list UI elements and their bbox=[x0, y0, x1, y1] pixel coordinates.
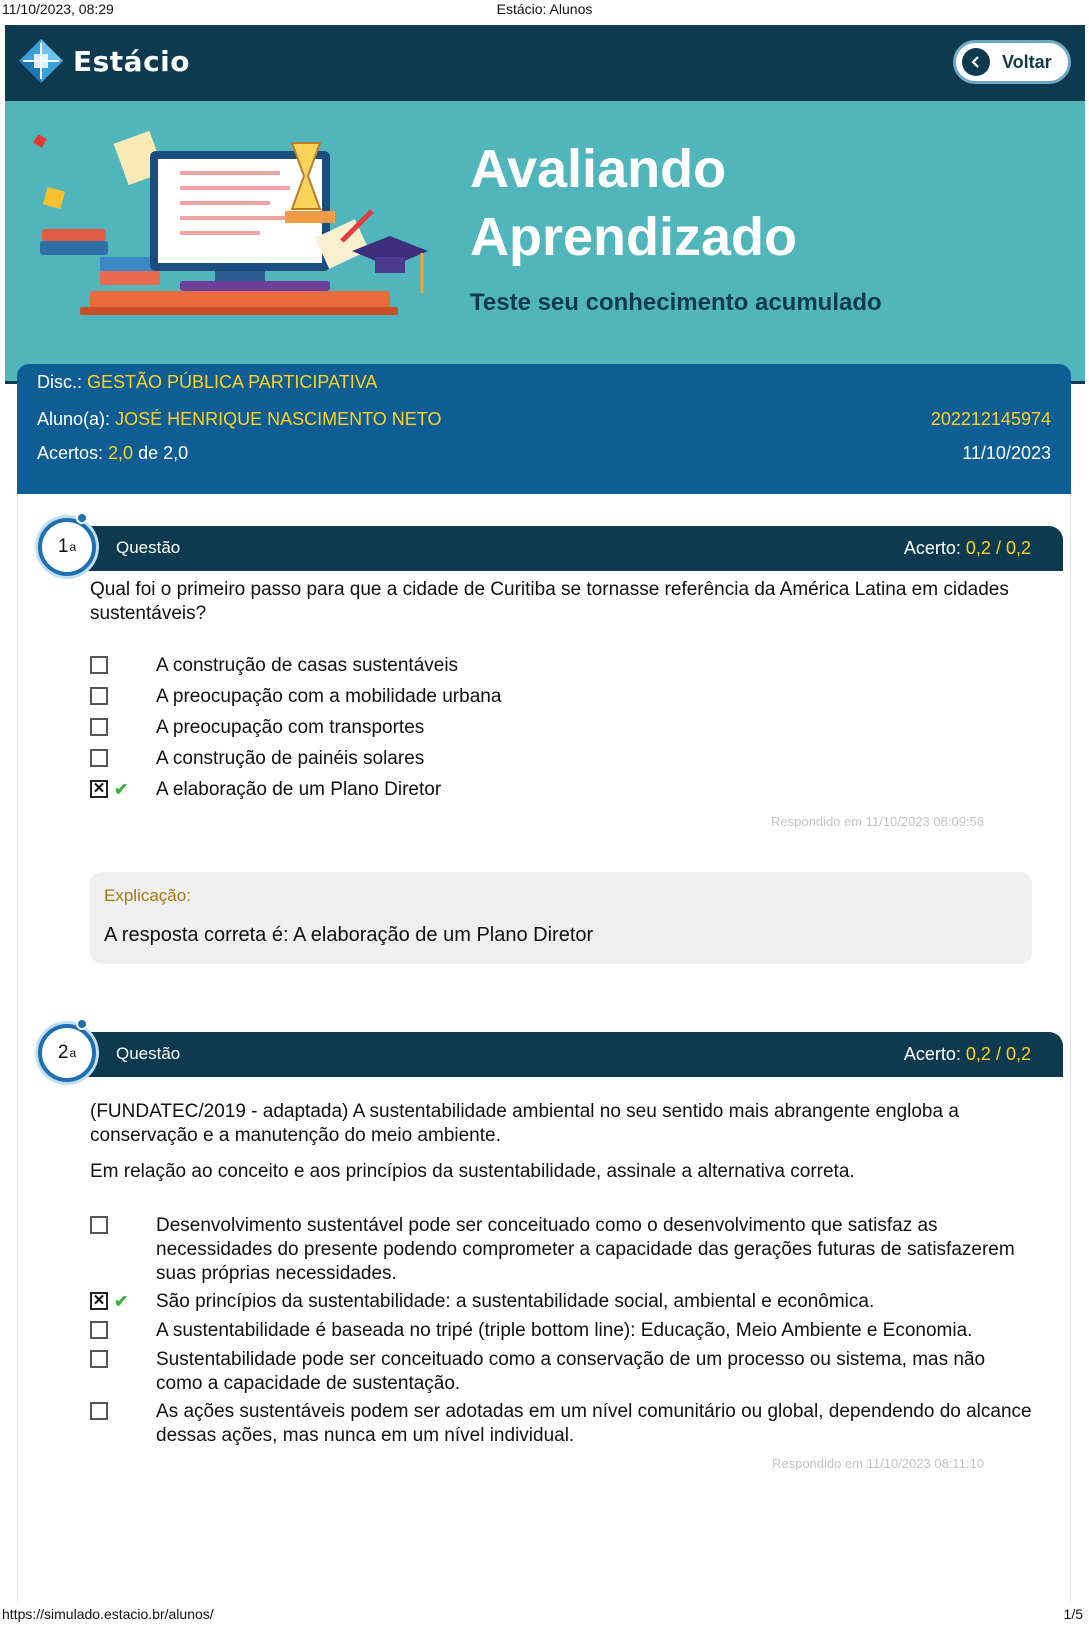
answer-option[interactable] bbox=[90, 1400, 1040, 1448]
back-button[interactable] bbox=[953, 40, 1071, 84]
question-number: 1 bbox=[57, 536, 69, 557]
answered-timestamp: Respondido em 11/10/2023 08:09:56 bbox=[771, 814, 984, 829]
hits-row bbox=[37, 443, 188, 464]
badge-dot-icon bbox=[76, 1018, 88, 1030]
answer-option[interactable] bbox=[90, 1348, 1040, 1396]
print-header bbox=[0, 0, 1089, 22]
hero-title-line1: Avaliando bbox=[470, 139, 727, 199]
option-checkbox[interactable] bbox=[90, 749, 108, 767]
logo-text: Estácio bbox=[73, 44, 191, 78]
option-text: As ações sustentáveis podem ser adotadas em um nível comunitário ou global, dependendo do alcance dessas ações, mas nunca em um nível individual. bbox=[156, 1401, 1032, 1446]
student-id: 202212145974 bbox=[930, 409, 1051, 429]
question-number-badge bbox=[38, 1024, 96, 1082]
option-text: A preocupação com a mobilidade urbana bbox=[156, 686, 502, 707]
questions-container bbox=[17, 494, 1071, 1602]
estacio-logo[interactable] bbox=[17, 37, 190, 85]
option-text: Desenvolvimento sustentável pode ser conceituado como o desenvolvimento que satisfaz as necessidades do presente podendo comprometer a capacidade das gerações futuras de satisfazerem suas próprias necessidades. bbox=[156, 1215, 1015, 1284]
hero-title-line2: Aprendizado bbox=[470, 207, 798, 267]
print-url: https://simulado.estacio.br/alunos/ bbox=[2, 1606, 214, 1622]
print-page-number: 1/5 bbox=[1063, 1606, 1083, 1622]
hero-subtitle: Teste seu conhecimento acumulado bbox=[470, 289, 882, 316]
question-label: Questão bbox=[116, 1044, 181, 1063]
option-checkbox[interactable] bbox=[90, 1216, 108, 1234]
question-header bbox=[78, 1032, 1063, 1077]
score-label: Acerto: bbox=[903, 1044, 961, 1064]
top-navbar bbox=[5, 25, 1085, 101]
print-title: Estácio: Alunos bbox=[496, 1, 593, 17]
checked-checkbox-icon[interactable]: ✕ bbox=[90, 780, 108, 798]
question-score bbox=[904, 538, 1031, 559]
discipline-row bbox=[37, 372, 377, 393]
option-text: A construção de painéis solares bbox=[156, 748, 425, 769]
option-checkbox[interactable] bbox=[90, 718, 108, 736]
hits-label: Acertos: bbox=[37, 443, 104, 463]
badge-dot-icon bbox=[76, 512, 88, 524]
question-score bbox=[904, 1044, 1031, 1065]
explanation-label: Explicação: bbox=[104, 886, 191, 905]
student-label: Aluno(a): bbox=[37, 409, 111, 429]
question-number-badge bbox=[38, 518, 96, 576]
hits-value: 2,0 bbox=[108, 443, 134, 463]
question-instruction: Em relação ao conceito e aos princípios da sustentabilidade, assinale a alternativa correta. bbox=[90, 1161, 855, 1182]
score-value: 0,2 bbox=[965, 538, 991, 558]
option-text: Sustentabilidade pode ser conceituado como a conservação de um processo ou sistema, mas não como a capacidade de sustentação. bbox=[156, 1349, 986, 1394]
option-text: São princípios da sustentabilidade: a sustentabilidade social, ambiental e econômica. bbox=[156, 1291, 875, 1312]
score-label: Acerto: bbox=[903, 538, 961, 558]
score-value: 0,2 bbox=[965, 1044, 991, 1064]
question-label: Questão bbox=[116, 538, 181, 557]
option-checkbox[interactable] bbox=[90, 687, 108, 705]
student-name: JOSÉ HENRIQUE NASCIMENTO NETO bbox=[115, 409, 442, 429]
option-checkbox[interactable] bbox=[90, 656, 108, 674]
chevron-left-icon bbox=[962, 48, 990, 76]
student-info-card bbox=[17, 364, 1071, 494]
option-checkbox[interactable] bbox=[90, 1402, 108, 1420]
question-number-suffix: a bbox=[69, 1046, 77, 1060]
hero-banner bbox=[5, 101, 1085, 384]
discipline-label: Disc.: bbox=[37, 372, 82, 392]
answer-option[interactable] bbox=[90, 1214, 1040, 1286]
option-text: A elaboração de um Plano Diretor bbox=[156, 779, 442, 800]
option-checkbox[interactable] bbox=[90, 1350, 108, 1368]
explanation-text: A resposta correta é: A elaboração de um Plano Diretor bbox=[104, 924, 594, 946]
discipline-value: GESTÃO PÚBLICA PARTICIPATIVA bbox=[87, 372, 378, 392]
hero-title bbox=[470, 135, 797, 271]
option-text: A construção de casas sustentáveis bbox=[156, 655, 459, 676]
print-footer bbox=[0, 1602, 1089, 1626]
study-illustration bbox=[30, 131, 450, 321]
question-text: Qual foi o primeiro passo para que a cidade de Curitiba se tornasse referência da América Latina em cidades sustentáveis? bbox=[90, 579, 1009, 624]
back-button-label: Voltar bbox=[1002, 51, 1052, 72]
hits-total: de 2,0 bbox=[138, 443, 189, 463]
question-number-suffix: a bbox=[69, 540, 77, 554]
estacio-logo-icon bbox=[17, 37, 65, 85]
correct-check-icon: ✔ bbox=[114, 780, 129, 799]
option-checkbox[interactable] bbox=[90, 1321, 108, 1339]
student-row bbox=[37, 409, 441, 430]
question-text: (FUNDATEC/2019 - adaptada) A sustentabilidade ambiental no seu sentido mais abrangente engloba a conservação e a manutenção do meio ambiente. bbox=[90, 1101, 959, 1146]
answered-timestamp: Respondido em 11/10/2023 08:11:10 bbox=[771, 1456, 984, 1471]
print-datetime: 11/10/2023, 08:29 bbox=[2, 1, 114, 17]
exam-date: 11/10/2023 bbox=[962, 443, 1051, 463]
question-header bbox=[78, 526, 1063, 571]
checked-checkbox-icon[interactable]: ✕ bbox=[90, 1292, 108, 1310]
score-max: / 0,2 bbox=[995, 1044, 1031, 1064]
option-text: A sustentabilidade é baseada no tripé (triple bottom line): Educação, Meio Ambiente e Economia. bbox=[156, 1320, 973, 1341]
score-max: / 0,2 bbox=[995, 538, 1031, 558]
option-text: A preocupação com transportes bbox=[156, 717, 425, 738]
correct-check-icon: ✔ bbox=[114, 1292, 129, 1311]
explanation-box bbox=[90, 872, 1032, 964]
question-number: 2 bbox=[57, 1042, 69, 1063]
